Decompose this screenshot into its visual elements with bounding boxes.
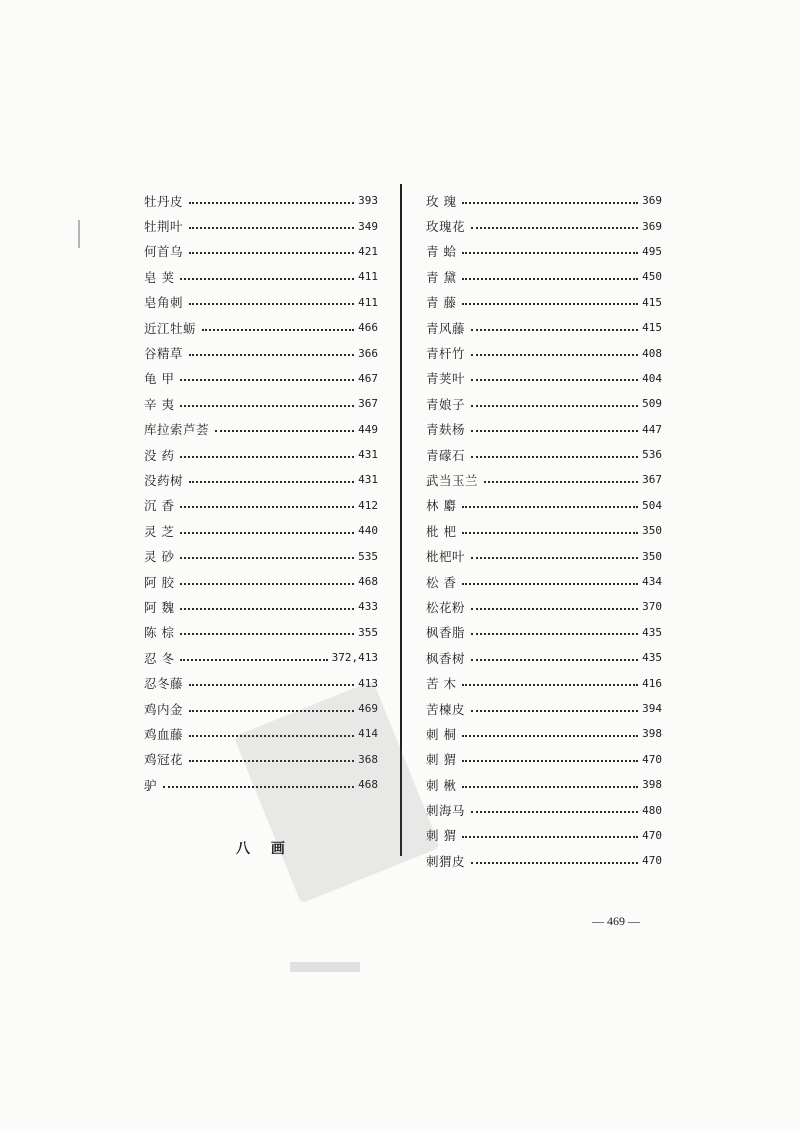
index-entry bbox=[426, 366, 662, 391]
entry-page-number: 412 bbox=[358, 498, 378, 512]
dot-leader bbox=[471, 329, 638, 331]
dot-leader bbox=[471, 456, 638, 458]
index-entry bbox=[426, 848, 662, 873]
dot-leader bbox=[471, 557, 638, 559]
entry-page-number: 467 bbox=[358, 371, 378, 385]
index-entry bbox=[426, 670, 662, 695]
dot-leader bbox=[462, 252, 638, 254]
entry-page-number: 421 bbox=[358, 244, 378, 258]
index-entry bbox=[426, 417, 662, 442]
dot-leader bbox=[462, 303, 638, 305]
entry-page-number: 398 bbox=[642, 727, 662, 741]
entry-term: 玫 瑰 bbox=[426, 193, 457, 209]
entry-term: 林 麝 bbox=[426, 498, 457, 514]
entry-term: 驴 bbox=[144, 777, 158, 793]
section-heading: 八 画 bbox=[236, 841, 293, 857]
entry-term: 青 黛 bbox=[426, 269, 457, 285]
entry-page-number: 367 bbox=[358, 397, 378, 411]
dot-leader bbox=[462, 278, 638, 280]
index-entry bbox=[426, 264, 662, 289]
dot-leader bbox=[189, 202, 354, 204]
entry-page-number: 414 bbox=[358, 727, 378, 741]
index-entry bbox=[144, 620, 378, 645]
entry-page-number: 450 bbox=[642, 270, 662, 284]
entry-page-number: 370 bbox=[642, 600, 662, 614]
index-entry bbox=[144, 290, 378, 315]
entry-page-number: 394 bbox=[642, 702, 662, 715]
entry-term: 沉 香 bbox=[144, 498, 175, 514]
index-entry bbox=[426, 823, 662, 848]
index-entry bbox=[426, 721, 662, 746]
entry-page-number: 431 bbox=[358, 448, 378, 462]
entry-term: 刺 桐 bbox=[426, 726, 457, 742]
dot-leader bbox=[189, 481, 354, 483]
dot-leader bbox=[462, 202, 638, 204]
dot-leader bbox=[180, 608, 354, 610]
entry-term: 刺 猬 bbox=[426, 752, 457, 768]
index-entry bbox=[426, 797, 662, 822]
dot-leader bbox=[180, 633, 354, 635]
entry-term: 刺 猬 bbox=[426, 828, 457, 844]
dot-leader bbox=[215, 430, 354, 432]
entry-page-number: 415 bbox=[642, 295, 662, 309]
entry-page-number: 367 bbox=[642, 473, 662, 487]
entry-term: 陈 棕 bbox=[144, 625, 175, 641]
entry-term: 苦 木 bbox=[426, 676, 457, 692]
index-entry bbox=[426, 188, 662, 213]
dot-leader bbox=[471, 354, 638, 356]
dot-leader bbox=[189, 354, 354, 356]
entry-term: 近江牡蛎 bbox=[144, 320, 197, 336]
index-entry bbox=[426, 569, 662, 594]
entry-page-number: 350 bbox=[642, 549, 662, 563]
entry-page-number: 466 bbox=[358, 321, 378, 335]
dot-leader bbox=[462, 786, 638, 788]
entry-term: 刺 楸 bbox=[426, 777, 457, 793]
entry-term: 玫瑰花 bbox=[426, 219, 466, 235]
entry-page-number: 536 bbox=[642, 448, 662, 462]
dot-leader bbox=[189, 303, 354, 305]
entry-page-number: 350 bbox=[642, 524, 662, 538]
entry-page-number: 469 bbox=[358, 702, 378, 715]
dot-leader bbox=[462, 506, 638, 508]
entry-term: 枇 杷 bbox=[426, 523, 457, 539]
entry-term: 鸡血藤 bbox=[144, 726, 184, 742]
entry-term: 忍冬藤 bbox=[144, 676, 184, 692]
entry-page-number: 366 bbox=[358, 346, 378, 360]
entry-term: 何首乌 bbox=[144, 244, 184, 260]
entry-page-number: 470 bbox=[642, 828, 662, 842]
dot-leader bbox=[180, 278, 354, 280]
entry-term: 武当玉兰 bbox=[426, 472, 479, 488]
dot-leader bbox=[471, 659, 638, 661]
page-number: — 469 — bbox=[592, 914, 640, 928]
entry-term: 青荚叶 bbox=[426, 371, 466, 387]
dot-leader bbox=[471, 430, 638, 432]
index-entry bbox=[144, 264, 378, 289]
entry-page-number: 435 bbox=[642, 625, 662, 639]
entry-term: 鸡内金 bbox=[144, 701, 184, 717]
entry-term: 刺海马 bbox=[426, 803, 466, 819]
entry-term: 辛 夷 bbox=[144, 396, 175, 412]
dot-leader bbox=[189, 227, 354, 229]
index-entry bbox=[144, 340, 378, 365]
dot-leader bbox=[471, 379, 638, 381]
dot-leader bbox=[471, 811, 638, 813]
dot-leader bbox=[189, 252, 354, 254]
entry-term: 青杆竹 bbox=[426, 346, 466, 362]
entry-term: 青风藤 bbox=[426, 320, 466, 336]
dot-leader bbox=[180, 659, 327, 661]
dot-leader bbox=[471, 710, 638, 712]
entry-term: 枇杷叶 bbox=[426, 549, 466, 565]
scan-mark bbox=[78, 220, 80, 248]
dot-leader bbox=[180, 456, 354, 458]
dot-leader bbox=[484, 481, 638, 483]
index-entry bbox=[144, 239, 378, 264]
dot-leader bbox=[202, 329, 354, 331]
dot-leader bbox=[471, 633, 638, 635]
entry-term: 青 藤 bbox=[426, 295, 457, 311]
entry-page-number: 470 bbox=[642, 752, 662, 766]
scan-artifact bbox=[290, 962, 360, 972]
index-entry bbox=[144, 467, 378, 492]
dot-leader bbox=[180, 405, 354, 407]
entry-page-number: 468 bbox=[358, 778, 378, 792]
entry-page-number: 368 bbox=[358, 752, 378, 766]
dot-leader bbox=[180, 557, 354, 559]
entry-page-number: 413 bbox=[358, 676, 378, 690]
index-entry bbox=[144, 213, 378, 238]
index-entry bbox=[426, 594, 662, 619]
entry-term: 鸡冠花 bbox=[144, 752, 184, 768]
index-entry bbox=[426, 213, 662, 238]
index-entry bbox=[144, 518, 378, 543]
entry-page-number: 435 bbox=[642, 651, 662, 665]
index-entry bbox=[426, 620, 662, 645]
dot-leader bbox=[471, 862, 638, 864]
entry-term: 阿 胶 bbox=[144, 574, 175, 590]
entry-term: 牡荆叶 bbox=[144, 219, 184, 235]
index-entry bbox=[426, 696, 662, 721]
index-entry bbox=[144, 594, 378, 619]
entry-term: 青 蛤 bbox=[426, 244, 457, 260]
index-column-right bbox=[426, 188, 662, 874]
entry-page-number: 509 bbox=[642, 397, 662, 411]
entry-page-number: 415 bbox=[642, 321, 662, 335]
dot-leader bbox=[462, 532, 638, 534]
entry-page-number: 440 bbox=[358, 524, 378, 538]
entry-page-number: 349 bbox=[358, 219, 378, 233]
entry-page-number: 447 bbox=[642, 422, 662, 436]
dot-leader bbox=[471, 608, 638, 610]
dot-leader bbox=[189, 684, 354, 686]
dot-leader bbox=[180, 532, 354, 534]
index-entry bbox=[426, 290, 662, 315]
entry-term: 青礞石 bbox=[426, 447, 466, 463]
index-entry bbox=[426, 340, 662, 365]
entry-term: 没药树 bbox=[144, 472, 184, 488]
dot-leader bbox=[462, 583, 638, 585]
entry-page-number: 404 bbox=[642, 371, 662, 385]
index-entry bbox=[426, 772, 662, 797]
dot-leader bbox=[180, 506, 354, 508]
index-entry bbox=[426, 239, 662, 264]
entry-term: 阿 魏 bbox=[144, 599, 175, 615]
entry-term: 青麸杨 bbox=[426, 422, 466, 438]
entry-term: 皂 荚 bbox=[144, 269, 175, 285]
index-entry bbox=[144, 391, 378, 416]
index-entry bbox=[426, 391, 662, 416]
entry-term: 谷精草 bbox=[144, 346, 184, 362]
index-entry bbox=[144, 366, 378, 391]
dot-leader bbox=[462, 760, 638, 762]
index-entry bbox=[426, 315, 662, 340]
entry-page-number: 431 bbox=[358, 473, 378, 487]
entry-page-number: 434 bbox=[642, 575, 662, 589]
entry-term: 库拉索芦荟 bbox=[144, 422, 210, 438]
index-entry bbox=[426, 493, 662, 518]
entry-term: 牡丹皮 bbox=[144, 193, 184, 209]
index-entry bbox=[426, 467, 662, 492]
dot-leader bbox=[471, 227, 638, 229]
entry-term: 灵 砂 bbox=[144, 549, 175, 565]
dot-leader bbox=[471, 405, 638, 407]
entry-page-number: 369 bbox=[642, 194, 662, 208]
index-entry bbox=[426, 747, 662, 772]
entry-term: 青娘子 bbox=[426, 396, 466, 412]
entry-term: 枫香树 bbox=[426, 650, 466, 666]
dot-leader bbox=[462, 836, 638, 838]
index-entry bbox=[144, 493, 378, 518]
entry-page-number: 468 bbox=[358, 575, 378, 589]
index-entry bbox=[144, 315, 378, 340]
entry-page-number: 408 bbox=[642, 346, 662, 360]
index-entry bbox=[144, 442, 378, 467]
index-entry bbox=[144, 188, 378, 213]
index-entry bbox=[144, 569, 378, 594]
index-entry bbox=[426, 645, 662, 670]
dot-leader bbox=[180, 379, 354, 381]
entry-page-number: 411 bbox=[358, 270, 378, 284]
index-entry bbox=[144, 543, 378, 568]
entry-page-number: 411 bbox=[358, 295, 378, 309]
entry-term: 没 药 bbox=[144, 447, 175, 463]
entry-term: 龟 甲 bbox=[144, 371, 175, 387]
entry-page-number: 393 bbox=[358, 194, 378, 208]
entry-page-number: 449 bbox=[358, 422, 378, 436]
entry-page-number: 398 bbox=[642, 778, 662, 792]
entry-page-number: 480 bbox=[642, 803, 662, 817]
entry-page-number: 355 bbox=[358, 625, 378, 639]
index-entry bbox=[426, 543, 662, 568]
index-entry bbox=[144, 645, 378, 670]
entry-page-number: 504 bbox=[642, 498, 662, 512]
index-entry bbox=[144, 417, 378, 442]
entry-term: 松花粉 bbox=[426, 599, 466, 615]
entry-page-number: 369 bbox=[642, 219, 662, 233]
entry-term: 灵 芝 bbox=[144, 523, 175, 539]
entry-page-number: 470 bbox=[642, 854, 662, 868]
entry-term: 皂角刺 bbox=[144, 295, 184, 311]
dot-leader bbox=[180, 583, 354, 585]
entry-term: 松 香 bbox=[426, 574, 457, 590]
dot-leader bbox=[462, 684, 638, 686]
entry-term: 枫香脂 bbox=[426, 625, 466, 641]
entry-page-number: 535 bbox=[358, 549, 378, 563]
index-entry bbox=[426, 442, 662, 467]
entry-page-number: 372,413 bbox=[331, 651, 378, 665]
index-entry bbox=[426, 518, 662, 543]
entry-term: 刺猬皮 bbox=[426, 853, 466, 869]
entry-page-number: 416 bbox=[642, 676, 662, 690]
dot-leader bbox=[462, 735, 638, 737]
entry-page-number: 495 bbox=[642, 244, 662, 258]
entry-term: 苦楝皮 bbox=[426, 701, 466, 717]
entry-term: 忍 冬 bbox=[144, 650, 175, 666]
entry-page-number: 433 bbox=[358, 600, 378, 614]
